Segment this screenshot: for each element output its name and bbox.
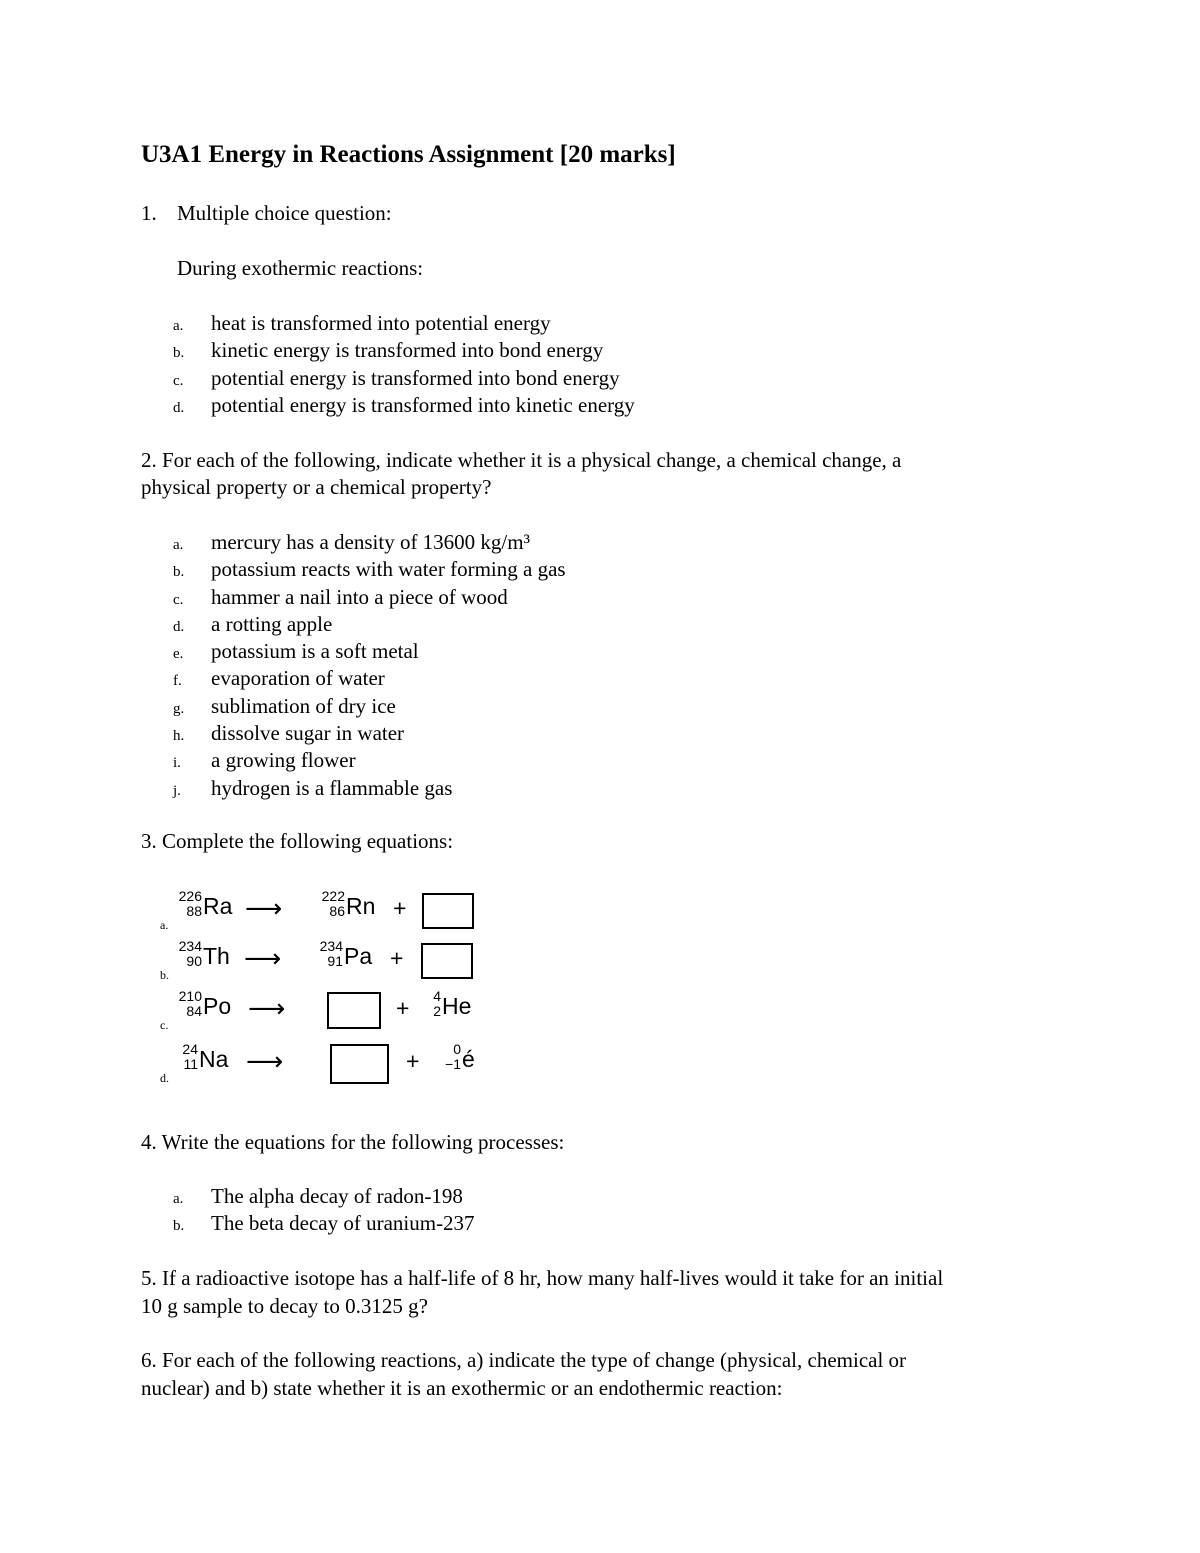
item-letter: g. [173,700,185,717]
item-b [173,1210,475,1237]
item-letter: a. [173,1191,184,1207]
element-symbol: Po [203,993,232,1019]
reaction-arrow: ⟶ [245,893,283,923]
mass-number: 0 [453,1041,461,1057]
question-1-number: 1. [141,201,157,225]
plus-sign: + [396,995,410,1021]
option-letter: b. [173,345,185,362]
plus-sign: + [393,895,407,921]
reaction-arrow: ⟶ [246,1046,284,1076]
option-letter: a. [173,318,184,334]
question-1-options [173,310,635,419]
option-d [173,392,635,419]
answer-box[interactable] [421,943,473,979]
item-text: a rotting apple [211,611,333,636]
reaction-arrow: ⟶ [248,993,286,1023]
mass-number: 234 [178,938,202,954]
mass-number: 226 [178,888,202,904]
item-e [173,638,566,665]
item-text: potassium reacts with water forming a gas [211,557,566,582]
item-text: potassium is a soft metal [211,639,419,664]
mass-number: 222 [321,888,345,904]
question-1-prompt-text: Multiple choice question: [177,201,392,225]
item-c [173,584,566,611]
item-a [173,529,566,556]
equation-c [150,983,510,1035]
question-6-line-2: nuclear) and b) state whether it is an exothermic or an endothermic reaction: [141,1376,783,1400]
element-symbol: Ra [203,893,233,919]
item-letter: c. [173,591,184,608]
equation-letter: b. [160,968,169,982]
question-1-prompt [141,200,392,227]
question-4-prompt: 4. Write the equations for the following processes: [141,1130,565,1154]
item-letter: j. [173,782,181,799]
item-d [173,611,566,638]
item-text: The beta decay of uranium-237 [211,1211,475,1236]
atomic-number: −1 [445,1056,461,1072]
nuclide-radium [178,888,233,929]
item-text: hydrogen is a flammable gas [211,775,453,800]
atomic-number: 90 [186,953,202,969]
item-text: The alpha decay of radon-198 [211,1184,463,1208]
equation-letter: c. [160,1018,169,1032]
item-letter: e. [173,646,184,663]
question-2-items [173,529,566,802]
atomic-number: 86 [329,903,345,919]
option-text: potential energy is transformed into kinetic energy [211,392,635,417]
answer-box[interactable] [330,1044,389,1084]
item-text: mercury has a density of 13600 kg/m³ [211,530,530,554]
atomic-number: 84 [186,1003,202,1019]
mass-number: 24 [182,1041,198,1057]
atomic-number: 11 [183,1056,198,1072]
equation-a [150,883,510,935]
option-letter: d. [173,399,185,416]
nuclide-sodium [182,1041,229,1082]
answer-box[interactable] [422,893,474,929]
option-c [173,365,635,392]
item-letter: f. [173,673,182,690]
question-3-prompt: 3. Complete the following equations: [141,829,454,853]
assignment-title: U3A1 Energy in Reactions Assignment [20 marks] [141,141,676,168]
item-letter: h. [173,728,185,745]
question-2-line-1: 2. For each of the following, indicate whether it is a physical change, a chemical change, a [141,448,902,472]
atomic-number: 2 [433,1003,441,1019]
item-text: dissolve sugar in water [211,721,405,746]
item-letter: b. [173,564,185,581]
atomic-number: 88 [186,903,202,919]
option-a [173,310,635,337]
question-5-line-1: 5. If a radioactive isotope has a half-life of 8 hr, how many half-lives would it take for an initial [141,1266,944,1290]
element-symbol: Th [203,943,230,969]
equation-letter: d. [160,1071,169,1085]
item-text: sublimation of dry ice [211,693,396,718]
item-i [173,747,566,774]
option-text: heat is transformed into potential energy [211,311,551,335]
item-g [173,693,566,720]
item-text: a growing flower [211,748,356,773]
plus-sign: + [406,1048,420,1074]
nuclide-polonium [178,988,232,1029]
item-text: evaporation of water [211,666,385,691]
reaction-arrow: ⟶ [244,943,282,973]
question-5-line-2: 10 g sample to decay to 0.3125 g? [141,1294,428,1318]
item-h [173,720,566,747]
nuclide-helium [433,988,472,1029]
item-b [173,556,566,583]
question-6-line-1: 6. For each of the following reactions, a) indicate the type of change (physical, chemical or [141,1348,907,1372]
item-a [173,1183,475,1210]
equation-b [150,933,510,985]
mass-number: 210 [178,988,202,1004]
item-letter: d. [173,618,185,635]
element-symbol: Rn [346,893,376,919]
item-letter: i. [173,755,181,772]
nuclide-protactinium [319,938,373,979]
plus-sign: + [390,945,404,971]
item-letter: a. [173,537,184,553]
question-1-stem: During exothermic reactions: [177,256,424,280]
item-f [173,665,566,692]
element-symbol: He [442,993,472,1019]
mass-number: 234 [319,938,343,954]
nuclear-equations [150,883,510,1098]
particle-symbol: é [462,1046,475,1072]
question-4-items [173,1183,475,1238]
element-symbol: Pa [344,943,373,969]
electron [445,1041,475,1082]
item-text: hammer a nail into a piece of wood [211,584,508,609]
nuclide-radon [321,888,376,929]
question-2-line-2: physical property or a chemical property? [141,475,492,499]
element-symbol: Na [199,1046,229,1072]
item-letter: b. [173,1218,185,1235]
option-text: potential energy is transformed into bond energy [211,365,620,390]
mass-number: 4 [433,988,441,1004]
option-letter: c. [173,372,184,389]
option-text: kinetic energy is transformed into bond energy [211,338,604,363]
atomic-number: 91 [327,953,343,969]
nuclide-thorium [178,938,230,979]
option-b [173,337,635,364]
equation-letter: a. [160,918,169,932]
item-j [173,775,566,802]
equation-d [150,1036,510,1088]
answer-box[interactable] [327,992,381,1029]
